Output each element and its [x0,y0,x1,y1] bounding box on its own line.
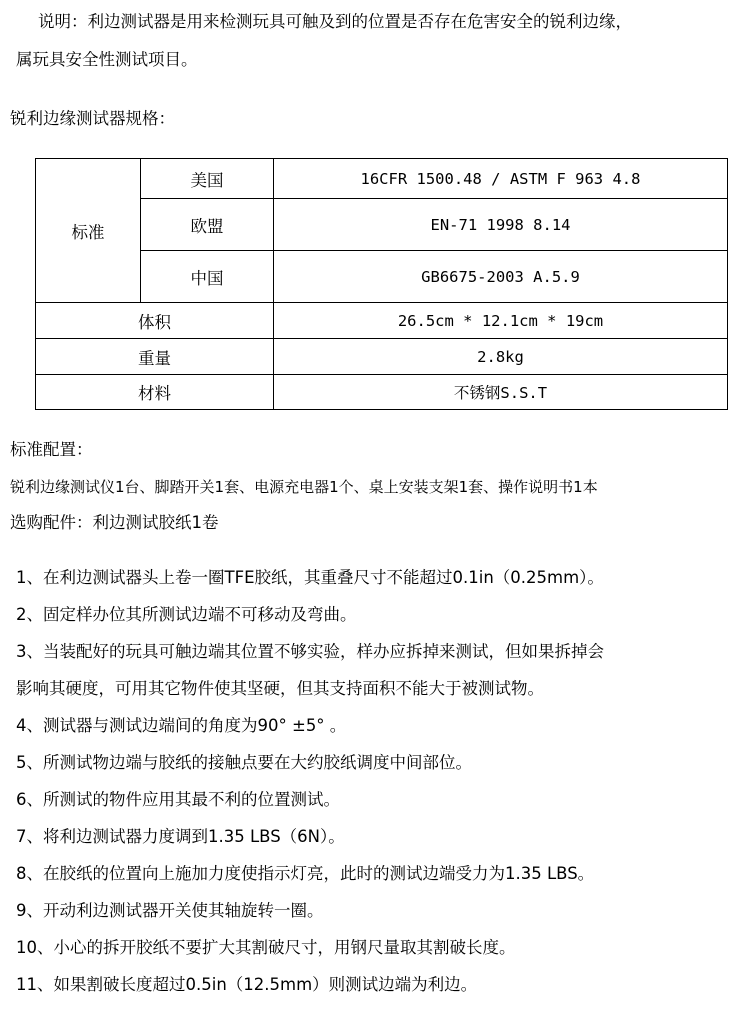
row-label-cell: 重量 [36,339,274,375]
table-row [36,375,728,410]
step-item: 6、所测试的物件应用其最不利的位置测试。 [16,790,340,809]
config-items: 锐利边缘测试仪1台、脚踏开关1套、电源充电器1个、桌上安装支架1套、操作说明书1本 [10,478,598,496]
step-item-continued: 影响其硬度，可用其它物件使其坚硬，但其支持面积不能大于被测试物。 [16,679,544,698]
region-cell: 中国 [141,251,274,303]
step-item: 5、所测试物边端与胶纸的接触点要在大约胶纸调度中间部位。 [16,753,472,772]
step-item: 1、在利边测试器头上卷一圈TFE胶纸，其重叠尺寸不能超过0.1in（0.25mm）。 [16,568,604,587]
step-item: 3、当装配好的玩具可触边端其位置不够实验，样办应拆掉来测试，但如果拆掉会 [16,642,604,661]
step-item: 4、测试器与测试边端间的角度为90° ±5° 。 [16,716,347,735]
row-label-cell: 体积 [36,303,274,339]
table-row [36,303,728,339]
row-label-cell: 材料 [36,375,274,410]
intro-line-1: 说明：利边测试器是用来检测玩具可触及到的位置是否存在危害安全的锐利边缘， [38,12,632,31]
intro-line-2: 属玩具安全性测试项目。 [16,50,198,69]
spec-title: 锐利边缘测试器规格： [10,109,175,128]
step-item: 9、开动利边测试器开关使其轴旋转一圈。 [16,901,324,920]
step-item: 11、如果割破长度超过0.5in（12.5mm）则测试边端为利边。 [16,975,478,994]
step-item: 2、固定样办位其所测试边端不可移动及弯曲。 [16,605,357,624]
standard-value-cell: 16CFR 1500.48 / ASTM F 963 4.8 [274,159,728,199]
step-item: 7、将利边测试器力度调到1.35 LBS（6N）。 [16,827,345,846]
region-cell: 美国 [141,159,274,199]
step-item: 10、小心的拆开胶纸不要扩大其割破尺寸，用钢尺量取其割破长度。 [16,938,516,957]
standard-value-cell: EN-71 1998 8.14 [274,199,728,251]
step-item: 8、在胶纸的位置向上施加力度使指示灯亮，此时的测试边端受力为1.35 LBS。 [16,864,595,883]
row-value-cell: 2.8kg [274,339,728,375]
row-value-cell: 26.5cm * 12.1cm * 19cm [274,303,728,339]
spec-table [35,158,728,410]
standard-label-cell: 标准 [36,159,141,303]
config-optional: 选购配件：利边测试胶纸1卷 [10,513,219,532]
standard-value-cell: GB6675-2003 A.5.9 [274,251,728,303]
table-row [36,159,728,199]
row-value-cell: 不锈钢S.S.T [274,375,728,410]
config-title: 标准配置： [10,440,93,459]
table-row [36,339,728,375]
region-cell: 欧盟 [141,199,274,251]
